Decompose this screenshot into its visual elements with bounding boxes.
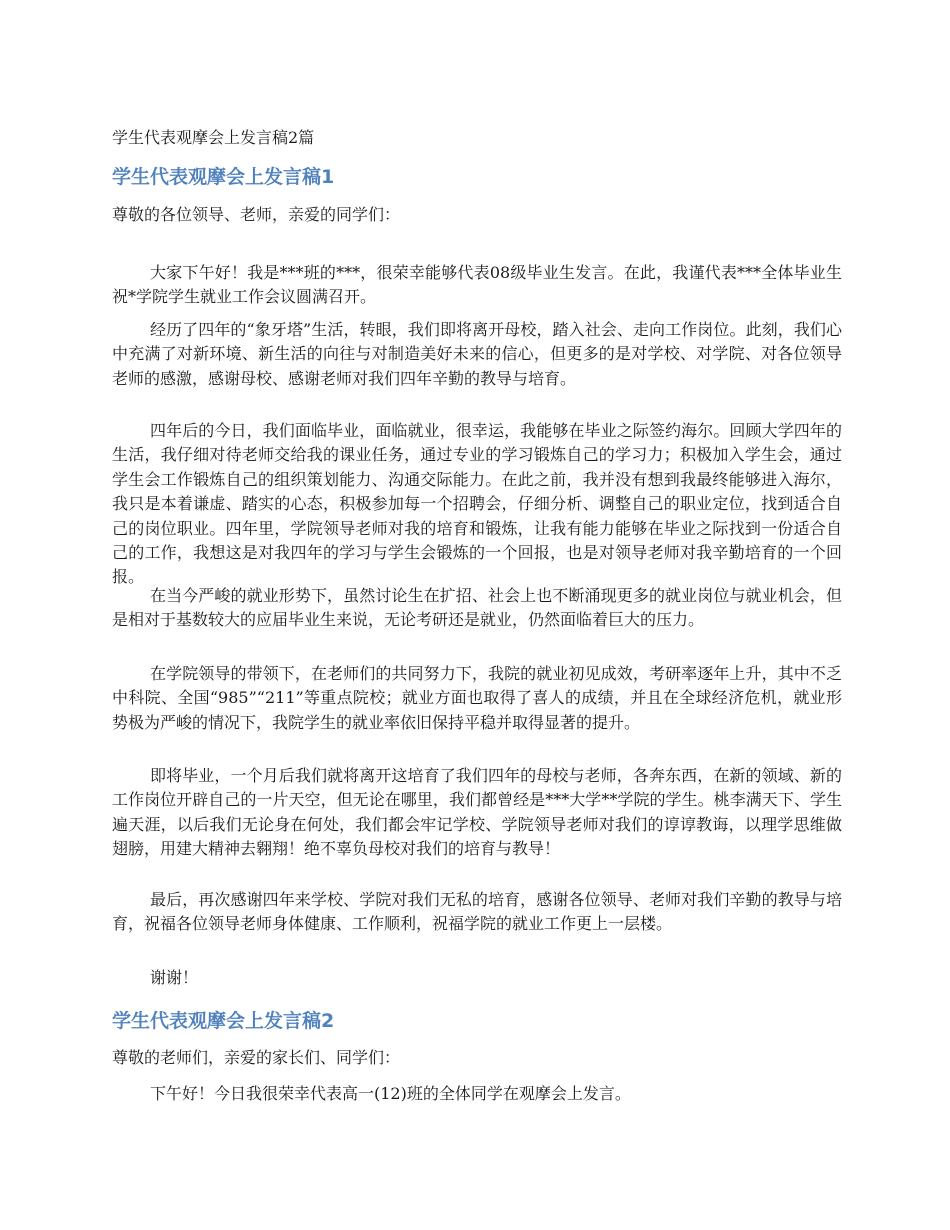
section-1-paragraph-7: 最后，再次感谢四年来学校、学院对我们无私的培育，感谢各位领导、老师对我们辛勤的教导与培育，祝福各位领导老师身体健康、工作顺利，祝福学院的就业工作更上一层楼。 xyxy=(112,890,842,934)
section-1-paragraph-6: 即将毕业，一个月后我们就将离开这培育了我们四年的母校与老师，各奔东西，在新的领域、新的工作岗位开辟自己的一片天空，但无论在哪里，我们都曾经是***大学**学院的学生。桃李满天下、学生遍天涯，以后我们无论身在何处，我们都会牢记学校、学院领导老师对我们的谆谆教诲，以理学思维做翅膀，用建大精神去翱翔！绝不辜负母校对我们的培育与教导！ xyxy=(112,766,842,859)
section-2-salutation: 尊敬的老师们，亲爱的家长们、同学们： xyxy=(112,1048,401,1067)
section-1-paragraph-2: 经历了四年的“象牙塔”生活，转眼，我们即将离开母校，踏入社会、走向工作岗位。此刻，我们心中充满了对新环境、新生活的向往与对制造美好未来的信心，但更多的是对学校、对学院、对各位领导老师的感激，感谢母校、感谢老师对我们四年辛勤的教导与培育。 xyxy=(112,320,842,388)
section-1-heading: 学生代表观摩会上发言稿1 xyxy=(112,166,335,188)
section-1-paragraph-5: 在学院领导的带领下，在老师们的共同努力下，我院的就业初见成效，考研率逐年上升，其中不乏中科院、全国“985”“211”等重点院校；就业方面也取得了喜人的成绩，并且在全球经济危机，就业形势极为严峻的情况下，我院学生的就业率依旧保持平稳并取得显著的提升。 xyxy=(112,664,842,732)
section-1-paragraph-8: 谢谢！ xyxy=(150,968,199,987)
section-1-paragraph-4: 在当今严峻的就业形势下，虽然讨论生在扩招、社会上也不断涌现更多的就业岗位与就业机会，但是相对于基数较大的应届毕业生来说，无论考研还是就业，仍然面临着巨大的压力。 xyxy=(112,586,842,630)
section-1-paragraph-1: 大家下午好！我是***班的***，很荣幸能够代表08级毕业生发言。在此，我谨代表***全体毕业生祝*学院学生就业工作会议圆满召开。 xyxy=(112,263,842,307)
section-2-paragraph-1: 下午好！今日我很荣幸代表高一(12)班的全体同学在观摩会上发言。 xyxy=(150,1084,631,1103)
section-2-heading: 学生代表观摩会上发言稿2 xyxy=(112,1010,335,1032)
section-1-salutation: 尊敬的各位领导、老师，亲爱的同学们： xyxy=(112,205,401,224)
section-1-paragraph-3: 四年后的今日，我们面临毕业，面临就业，很幸运，我能够在毕业之际签约海尔。回顾大学四年的生活，我仔细对待老师交给我的课业任务，通过专业的学习锻炼自己的学习力；积极加入学生会，通过学生会工作锻炼自己的组织策划能力、沟通交际能力。在此之前，我并没有想到我最终能够进入海尔，我只是本着谦虚、踏实的心态，积极参加每一个招聘会，仔细分析、调整自己的职业定位，找到适合自己的岗位职业。四年里，学院领导老师对我的培育和锻炼，让我有能力能够在毕业之际找到一份适合自己的工作，我想这是对我四年的学习与学生会锻炼的一个回报，也是对领导老师对我辛勤培育的一个回报。 xyxy=(112,421,842,587)
document-title: 学生代表观摩会上发言稿2篇 xyxy=(112,128,315,147)
